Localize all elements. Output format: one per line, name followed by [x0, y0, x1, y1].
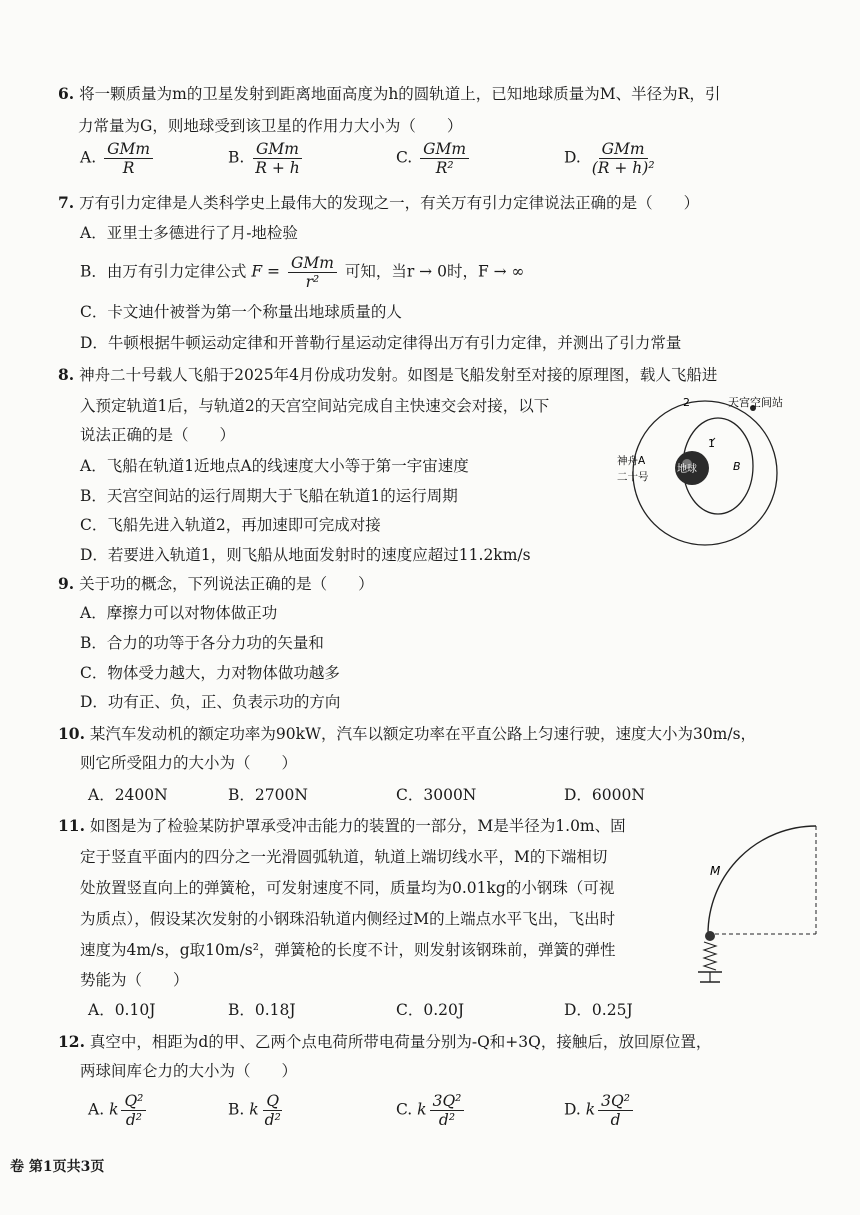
q10-option-b[interactable]: B．2700N — [228, 786, 308, 804]
earth-label: 地球 — [677, 464, 697, 475]
q7-stem: 7. 万有引力定律是人类科学史上最伟大的发现之一，有关万有引力定律说法正确的是（ ） — [58, 193, 700, 212]
q9-option-c[interactable]: C．物体受力越大，力对物体做功越多 — [80, 664, 340, 682]
station-label: 天宫空间站 — [728, 396, 783, 409]
q6-stem-1: 将一颗质量为m的卫星发射到距离地面高度为h的圆轨道上，已知地球质量为M、半径为R，引 — [79, 85, 721, 103]
q8-number: 8. — [58, 365, 75, 384]
q11-option-c[interactable]: C．0.20J — [396, 1001, 465, 1019]
q6-stem-line1 — [58, 82, 720, 104]
q7-option-b[interactable]: B．由万有引力定律公式 F = $\frac{\text{GMm}}{\text{r²}}$ 可知，当r → 0时，F → ∞ — [80, 254, 525, 291]
steel-ball-icon — [705, 931, 715, 941]
q8-stem-line2: 入预定轨道1后，与轨道2的天宫空间站完成自主快速交会对接，以下 — [80, 397, 550, 415]
orbit-2-label: 2 — [683, 396, 690, 409]
q12-option-a[interactable]: A. k $\frac{\text{Q²}}{\text{d²}}$ — [88, 1092, 149, 1129]
q10-number: 10. — [58, 724, 85, 743]
quarter-arc-track — [708, 826, 816, 934]
page-footer: 卷 第1页共3页 — [10, 1159, 105, 1175]
q10-stem-line2: 则它所受阻力的大小为（ ） — [80, 754, 298, 772]
q11-stem-line1: 11. 如图是为了检验某防护罩承受冲击能力的装置的一部分，M是半径为1.0m、固 — [58, 816, 626, 835]
q12-stem-line1: 12. 真空中，相距为d的甲、乙两个点电荷所带电荷量分别为-Q和+3Q，接触后，放回原位置， — [58, 1032, 712, 1051]
q11-option-b[interactable]: B．0.18J — [228, 1001, 296, 1019]
q6-option-d-fraction: $\frac{\text{GMm}}{\text{(R + h)²}}$ — [591, 140, 655, 177]
ship-label-1: 神舟A — [617, 455, 646, 467]
q6-option-d[interactable]: D. $\frac{\text{GMm}}{\text{(R + h)²}}$ — [564, 140, 661, 177]
q11-number: 11. — [58, 816, 85, 835]
q11-stem-line2: 定于竖直平面内的四分之一光滑圆弧轨道，轨道上端切线水平，M的下端相切 — [80, 848, 608, 866]
q9-number: 9. — [58, 574, 75, 593]
point-b-label: B — [733, 460, 741, 473]
q6-option-c[interactable]: C. $\frac{\text{GMm}}{\text{R²}}$ — [396, 140, 472, 177]
q7-option-d[interactable]: D．牛顿根据牛顿运动定律和开普勒行星运动定律得出万有引力定律，并测出了引力常量 — [80, 334, 682, 352]
q12-option-c-fraction: $\frac{\text{3Q²}}{\text{d²}}$ — [430, 1092, 465, 1129]
q8-stem-line3: 说法正确的是（ ） — [80, 426, 236, 444]
orbit-1-label: 1 — [708, 437, 715, 450]
q6-option-b-fraction: $\frac{\text{GMm}}{R + h}$ — [252, 140, 303, 177]
q11-stem-line5: 速度为4m/s，g取10m/s²，弹簧枪的长度不计，则发射该钢珠前，弹簧的弹性 — [80, 941, 616, 959]
orbit-diagram — [615, 390, 810, 560]
ship-label-2: 二十号 — [617, 471, 649, 483]
label-m: M — [710, 864, 721, 878]
q6-stem-line2: 力常量为G，则地球受到该卫星的作用力大小为（ ） — [78, 117, 463, 135]
q6-option-b[interactable]: B. $\frac{\text{GMm}}{R + h}$ — [228, 140, 306, 177]
q6-number: 6. — [58, 84, 75, 103]
q11-option-d[interactable]: D．0.25J — [564, 1001, 633, 1019]
q9-option-a[interactable]: A．摩擦力可以对物体做正功 — [80, 604, 278, 622]
q10-stem-line1: 10. 某汽车发动机的额定功率为90kW，汽车以额定功率在平直公路上匀速行驶，速度大小为30m/s， — [58, 724, 757, 743]
q12-option-c[interactable]: C. k $\frac{\text{3Q²}}{\text{d²}}$ — [396, 1092, 467, 1129]
q9-option-b[interactable]: B．合力的功等于各分力功的矢量和 — [80, 634, 324, 652]
q6-option-a[interactable]: A. $\frac{\text{GMm}}{R}$ — [80, 140, 156, 177]
q10-option-c[interactable]: C．3000N — [396, 786, 477, 804]
q7-number: 7. — [58, 193, 75, 212]
q8-option-d[interactable]: D．若要进入轨道1，则飞船从地面发射时的速度应超过11.2km/s — [80, 546, 531, 564]
q12-option-b[interactable]: B. k $\frac{Q}{\text{d²}}$ — [228, 1092, 287, 1129]
q12-stem-line2: 两球间库仑力的大小为（ ） — [80, 1062, 298, 1080]
q12-option-d-fraction: $\frac{\text{3Q²}}{d}$ — [598, 1092, 633, 1129]
q8-stem-line1: 8. 神舟二十号载人飞船于2025年4月份成功发射。如图是飞船发射至对接的原理图，载人飞船进 — [58, 365, 718, 384]
arc-track-diagram — [690, 820, 820, 990]
q6-option-a-fraction: $\frac{\text{GMm}}{R}$ — [104, 140, 153, 177]
q12-option-a-fraction: $\frac{\text{Q²}}{\text{d²}}$ — [121, 1092, 146, 1129]
q12-option-b-fraction: $\frac{Q}{\text{d²}}$ — [264, 1092, 281, 1129]
q7-formula-fraction: $\frac{\text{GMm}}{\text{r²}}$ — [288, 254, 337, 291]
q8-option-a[interactable]: A．飞船在轨道1近地点A的线速度大小等于第一宇宙速度 — [80, 457, 469, 475]
q11-option-a[interactable]: A．0.10J — [88, 1001, 156, 1019]
q11-stem-line6: 势能为（ ） — [80, 971, 189, 989]
q8-option-b[interactable]: B．天宫空间站的运行周期大于飞船在轨道1的运行周期 — [80, 487, 458, 505]
q9-option-d[interactable]: D．功有正、负，正、负表示功的方向 — [80, 693, 341, 711]
q11-stem-line3: 处放置竖直向上的弹簧枪，可发射速度不同，质量均为0.01kg的小钢珠（可视 — [80, 879, 615, 897]
q9-stem: 9. 关于功的概念，下列说法正确的是（ ） — [58, 574, 374, 593]
q12-number: 12. — [58, 1032, 85, 1051]
q7-option-a[interactable]: A．亚里士多德进行了月-地检验 — [80, 224, 298, 242]
q8-option-c[interactable]: C．飞船先进入轨道2，再加速即可完成对接 — [80, 516, 381, 534]
q10-option-a[interactable]: A．2400N — [88, 786, 168, 804]
spring-icon — [704, 942, 716, 970]
q7-option-c[interactable]: C．卡文迪什被誉为第一个称量出地球质量的人 — [80, 303, 402, 321]
q12-option-d[interactable]: D. k $\frac{\text{3Q²}}{d}$ — [564, 1092, 636, 1129]
q11-stem-line4: 为质点），假设某次发射的小钢珠沿轨道内侧经过M的上端点水平飞出，飞出时 — [80, 910, 616, 928]
q10-option-d[interactable]: D．6000N — [564, 786, 645, 804]
q6-option-c-fraction: $\frac{\text{GMm}}{\text{R²}}$ — [420, 140, 469, 177]
